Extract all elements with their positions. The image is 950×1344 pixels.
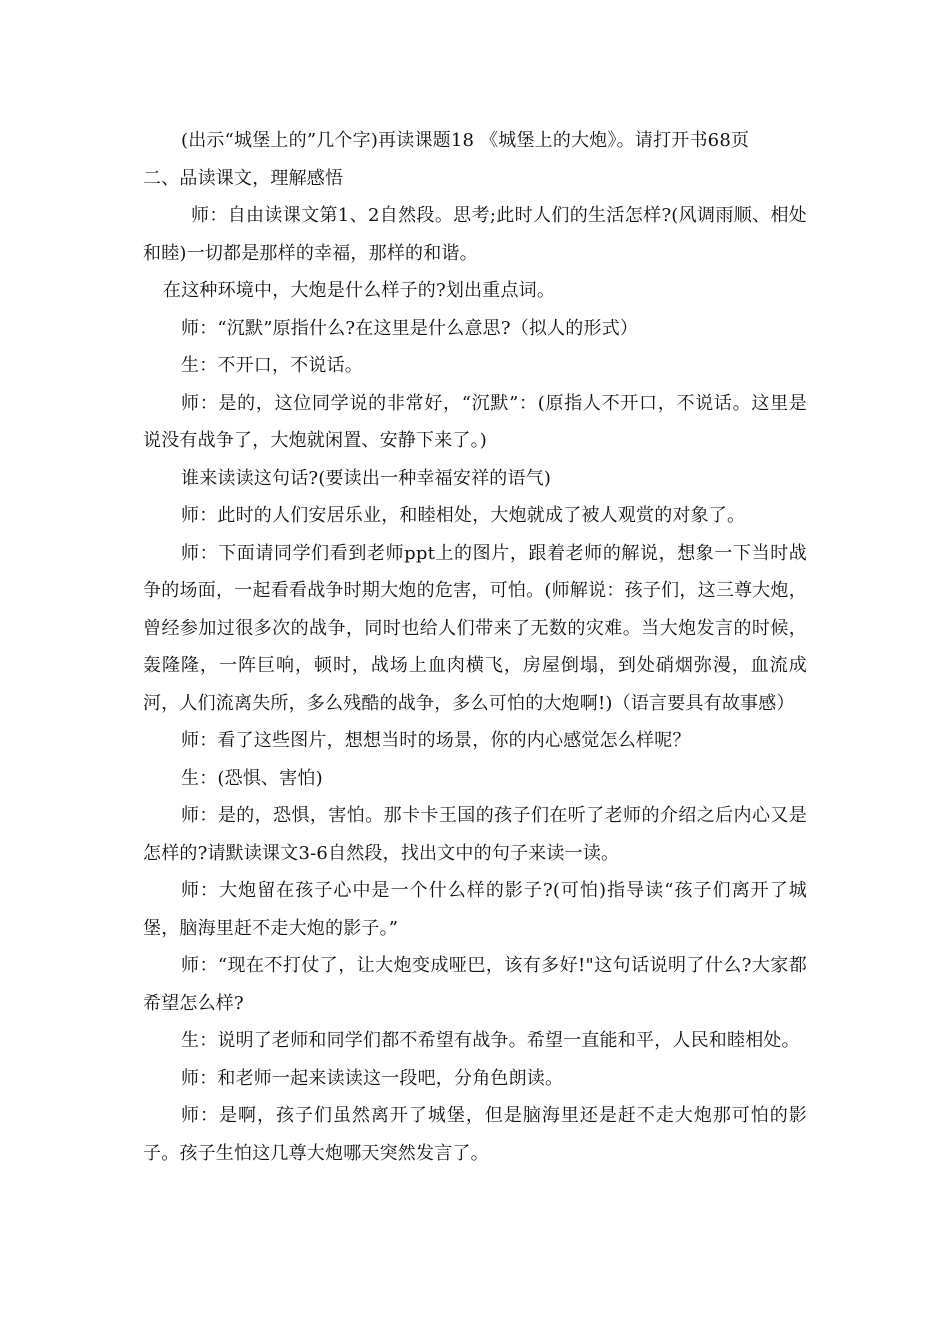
paragraph-16: 生：说明了老师和同学们都不希望有战争。希望一直能和平，人民和睦相处。	[181, 1030, 800, 1051]
paragraph-14: 师：大炮留在孩子心中是一个什么样的影子?(可怕)指导读“孩子们离开了城堡，脑海里赶不走大炮的影子。”	[143, 880, 807, 939]
paragraph-5: 师：“沉默”原指什么?在这里是什么意思?（拟人的形式）	[181, 317, 639, 339]
paragraph-9: 师：此时的人们安居乐业，和睦相处，大炮就成了被人观赏的对象了。	[181, 505, 746, 526]
section-heading: 二、品读课文，理解感悟	[143, 167, 344, 189]
paragraph-4: 在这种环境中，大炮是什么样子的?划出重点词。	[163, 280, 556, 301]
paragraph-12: 生：(恐惧、害怕)	[181, 767, 323, 789]
paragraph-10: 师：下面请同学们看到老师ppt上的图片，跟着老师的解说，想象一下当时战争的场面，一起看看战争时期大炮的危害，可怕。(师解说：孩子们，这三尊大炮，曾经参加过很多次的战争，同时也给人们带来了无数的灾难。当大炮发言的时候，轰隆隆，一阵巨响，顿时，战场上血肉横飞，房屋倒塌，到处硝烟弥漫，血流成河，人们流离失所，多么残酷的战争，多么可怕的大炮啊!)（语言要具有故事感）	[143, 542, 807, 714]
paragraph-11: 师：看了这些图片，想想当时的场景，你的内心感觉怎么样呢？	[181, 730, 691, 751]
paragraph-3: 师：自由读课文第1、2自然段。思考;此时人们的生活怎样?(风调雨顺、相处和睦)一切都是那样的幸福，那样的和谐。	[143, 205, 807, 264]
paragraph-17: 师：和老师一起来读读这一段吧，分角色朗读。	[181, 1067, 564, 1089]
paragraph-1: (出示“城堡上的”几个字)再读课题18 《城堡上的大炮》。请打开书68页	[181, 130, 750, 151]
paragraph-13: 师：是的，恐惧，害怕。那卡卡王国的孩子们在听了老师的介绍之后内心又是怎样的?请默读课文3-6自然段，找出文中的句子来读一读。	[143, 805, 807, 864]
paragraph-15: 师：“现在不打仗了，让大炮变成哑巴，该有多好!"这句话说明了什么?大家都希望怎么样?	[143, 955, 807, 1014]
paragraph-18: 师：是啊，孩子们虽然离开了城堡，但是脑海里还是赶不走大炮那可怕的影子。孩子生怕这几尊大炮哪天突然发言了。	[143, 1105, 807, 1164]
paragraph-8: 谁来读读这句话?(要读出一种幸福安祥的语气)	[181, 467, 552, 489]
paragraph-7: 师：是的，这位同学说的非常好，“沉默”：(原指人不开口，不说话。这里是说没有战争了，大炮就闲置、安静下来了。)	[143, 392, 807, 451]
paragraph-6: 生：不开口，不说话。	[181, 355, 363, 376]
document-body	[143, 122, 807, 1172]
